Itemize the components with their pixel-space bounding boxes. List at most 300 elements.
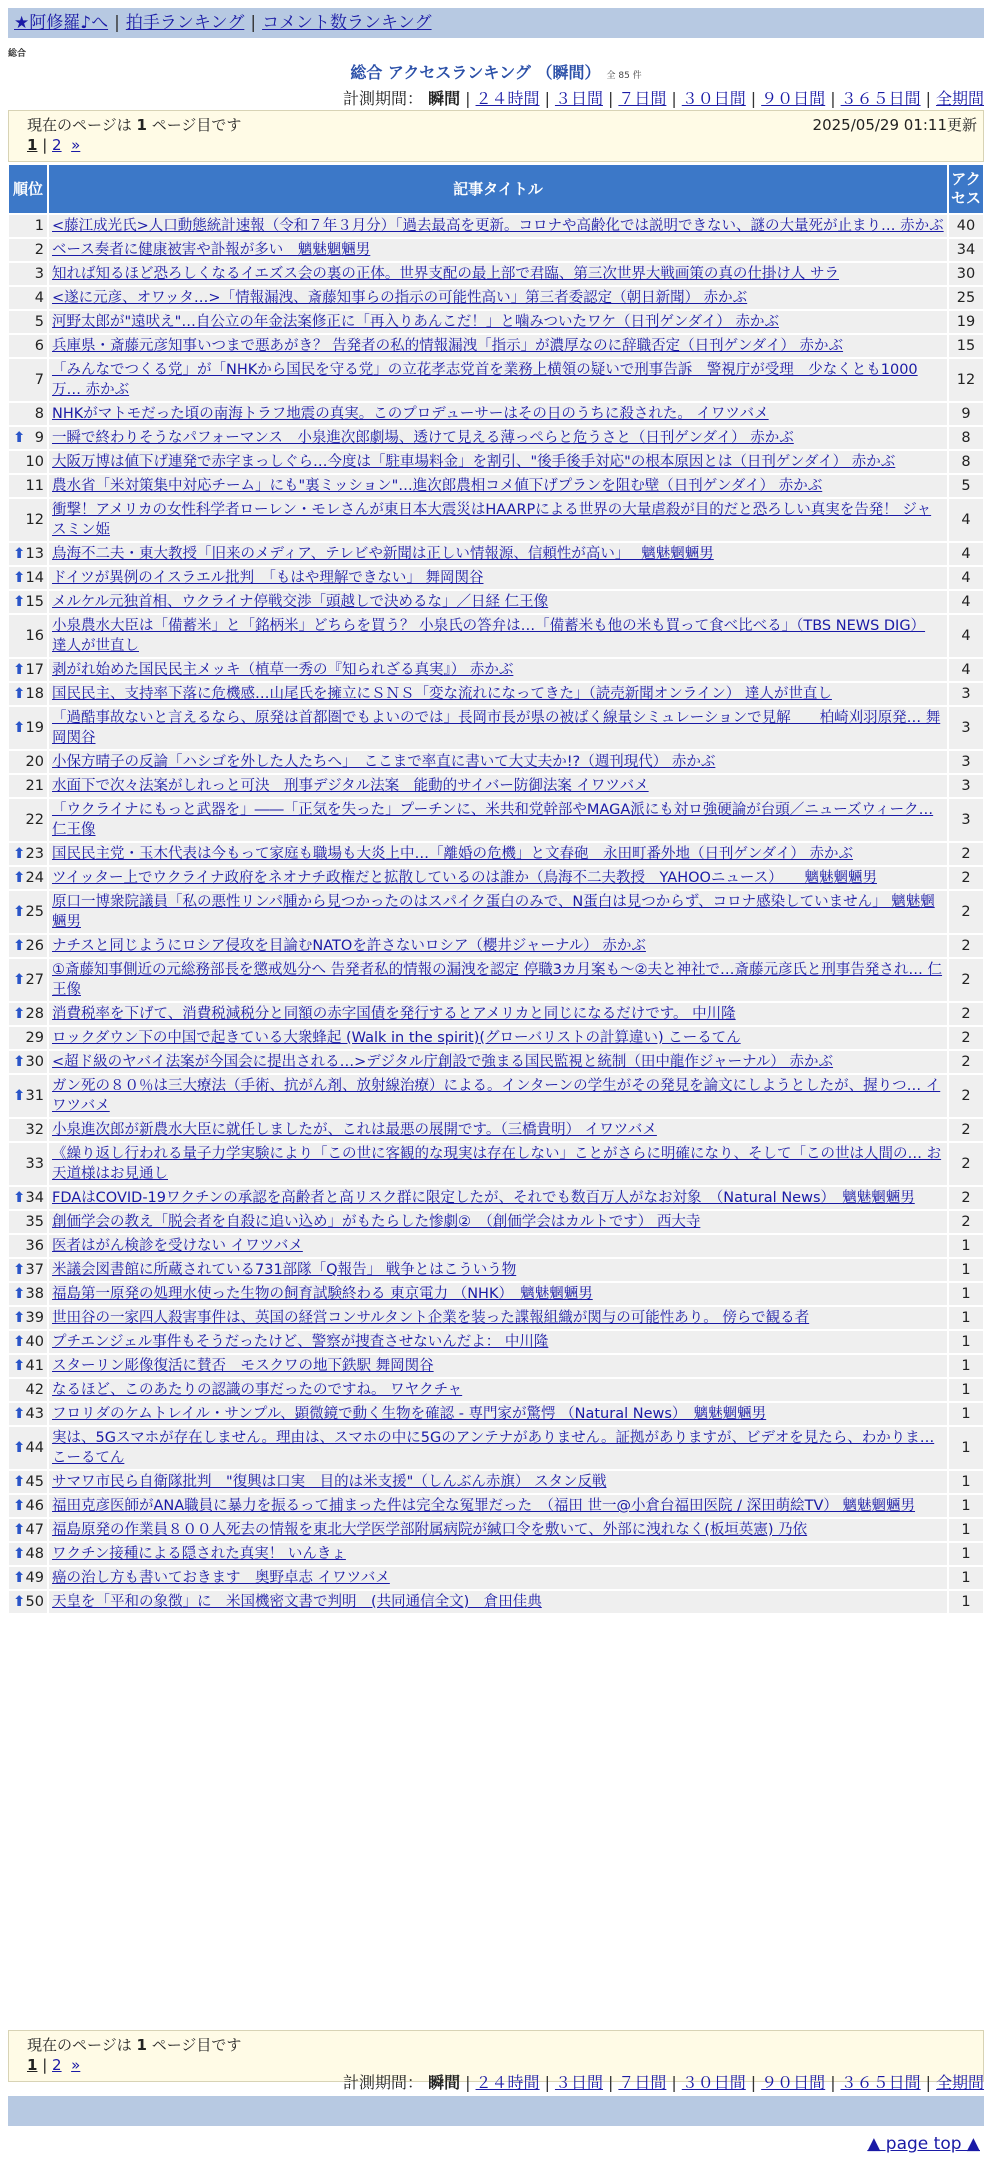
article-link[interactable]: 兵庫県・斎藤元彦知事いつまで悪あがき？ 告発者の私的情報漏洩「指示」が濃厚なのに辞職否定（日刊ゲンダイ） 赤かぶ (52, 338, 844, 354)
rank-up-arrow-icon: ⬆ (13, 594, 26, 610)
access-count: 12 (948, 358, 984, 402)
article-link[interactable]: ①斎藤知事側近の元総務部長を懲戒処分へ 告発者私的情報の漏洩を認定 停職3カ月案も～②夫と神社で…斎藤元彦氏と刑事告発され… 仁王像 (52, 962, 943, 998)
rank-cell (8, 286, 48, 310)
current-page-text-bottom (27, 2035, 965, 2055)
article-link[interactable]: 小泉進次郎が新農水大臣に就任しましたが、これは最悪の展開です。（三橋貴明） イワツバメ (52, 1122, 657, 1138)
rank-number: 43 (25, 1406, 44, 1422)
total-count: 全 85 件 (606, 71, 642, 81)
rank-number: 8 (34, 406, 44, 422)
rank-number: 50 (25, 1594, 44, 1610)
access-count: 2 (948, 890, 984, 934)
table-row (8, 1518, 984, 1542)
title-cell (48, 590, 948, 614)
rank-up-arrow-icon: ⬆ (13, 662, 26, 678)
rank-number: 16 (25, 628, 44, 644)
title-cell (48, 1590, 948, 1614)
rank-number: 7 (34, 372, 44, 388)
table-row (8, 590, 984, 614)
title-cell (48, 958, 948, 1002)
article-link[interactable]: FDAはCOVID-19ワクチンの承認を高齢者と高リスク群に限定したが、それでも数百万人がなお対象 （Natural News） 魑魅魍魎男 (52, 1190, 915, 1206)
access-count: 40 (948, 214, 984, 238)
rank-number: 12 (25, 512, 44, 528)
table-row (8, 1186, 984, 1210)
table-row (8, 1566, 984, 1590)
title-cell (48, 358, 948, 402)
access-count: 1 (948, 1566, 984, 1590)
rank-cell (8, 1378, 48, 1402)
rank-cell (8, 1050, 48, 1074)
period-sep: | (544, 89, 550, 108)
title-cell (48, 1402, 948, 1426)
rank-number: 33 (25, 1156, 44, 1172)
article-link[interactable]: 創価学会の教え「脱会者を自殺に追い込め」がもたらした惨劇② （創価学会はカルトです） 西大寺 (52, 1214, 701, 1230)
access-count: 34 (948, 238, 984, 262)
period-link-3d[interactable]: ３日間 (554, 2073, 603, 2092)
article-link[interactable]: 知れば知るほど恐ろしくなるイエズス会の裏の正体。世界支配の最上部で君臨、第三次世界大戦画策の真の仕掛け人 サラ (52, 266, 840, 282)
current-page-prefix: 現在のページは (27, 116, 132, 134)
current-page-number: 1 (136, 2036, 147, 2054)
rank-up-arrow-icon: ⬆ (13, 570, 26, 586)
article-link[interactable]: ガン死の８０％は三大療法（手術、抗がん剤、放射線治療）による。インターンの学生がその発見を論文にしようとしたが、握りつ… イワツバメ (52, 1078, 941, 1114)
article-link[interactable]: ツイッター上でウクライナ政府をネオナチ政権だと拡散しているのは誰か（鳥海不二夫教授 YAHOOニュース） 魑魅魍魎男 (52, 870, 877, 886)
access-count: 2 (948, 1186, 984, 1210)
period-sep: | (607, 89, 614, 108)
article-link[interactable]: ナチスと同じようにロシア侵攻を目論むNATOを許さないロシア（櫻井ジャーナル） 赤かぶ (52, 938, 646, 954)
access-count: 1 (948, 1494, 984, 1518)
rank-number: 23 (25, 846, 44, 862)
rank-cell (8, 1258, 48, 1282)
rank-number: 24 (25, 870, 44, 886)
title-cell (48, 498, 948, 542)
pager-page-2[interactable]: 2 (52, 136, 62, 154)
article-link[interactable]: メルケル元独首相、ウクライナ停戦交渉「頭越しで決めるな」／日経 仁王像 (52, 594, 549, 610)
article-link[interactable]: NHKがマトモだった頃の南海トラフ地震の真実。このプロデューサーはその日のうちに殺された。 イワツバメ (52, 406, 769, 422)
section-label: 総合 (8, 49, 27, 59)
title-cell (48, 402, 948, 426)
rank-up-arrow-icon: ⬆ (13, 1594, 26, 1610)
period-link-90d[interactable]: ９０日間 (761, 89, 826, 108)
rank-cell (8, 774, 48, 798)
article-link[interactable]: 《繰り返し行われる量子力学実験により「この世に客観的な現実は存在しない」ことがさらに明確になり、そして「この世は人間の… お天道様はお見通し (52, 1146, 942, 1182)
rank-cell (8, 358, 48, 402)
title-cell (48, 842, 948, 866)
rank-cell (8, 1118, 48, 1142)
rank-cell (8, 450, 48, 474)
period-link-7d[interactable]: ７日間 (618, 2073, 667, 2092)
title-cell (48, 1542, 948, 1566)
table-row (8, 1002, 984, 1026)
access-count: 4 (948, 614, 984, 658)
rank-up-arrow-icon: ⬆ (13, 870, 26, 886)
current-page-prefix: 現在のページは (27, 2036, 132, 2054)
pager-page-2[interactable]: 2 (52, 2056, 62, 2074)
rank-up-arrow-icon: ⬆ (13, 1440, 26, 1456)
rank-number: 19 (25, 720, 44, 736)
table-row (8, 214, 984, 238)
rank-number: 37 (25, 1262, 44, 1278)
rank-number: 10 (25, 454, 44, 470)
rank-cell (8, 682, 48, 706)
rank-number: 20 (25, 754, 44, 770)
title-cell (48, 1118, 948, 1142)
ranking-table (8, 164, 984, 1614)
article-link[interactable]: 水面下で次々法案がしれっと可決 刑事デジタル法案 能動的サイバー防御法案 イワツバメ (52, 778, 649, 794)
title-cell (48, 866, 948, 890)
rank-number: 38 (25, 1286, 44, 1302)
access-count: 25 (948, 286, 984, 310)
access-count: 15 (948, 334, 984, 358)
rank-cell (8, 1354, 48, 1378)
title-cell (48, 566, 948, 590)
rank-up-arrow-icon: ⬆ (13, 1498, 26, 1514)
rank-up-arrow-icon: ⬆ (13, 846, 26, 862)
table-row (8, 358, 984, 402)
table-row (8, 1282, 984, 1306)
rank-number: 14 (25, 570, 44, 586)
access-count: 3 (948, 682, 984, 706)
title-cell (48, 334, 948, 358)
title-cell (48, 1234, 948, 1258)
table-row (8, 1306, 984, 1330)
rank-up-arrow-icon: ⬆ (13, 1310, 26, 1326)
period-link-365d[interactable]: ３６５日間 (840, 89, 921, 108)
rank-cell (8, 590, 48, 614)
title-cell (48, 614, 948, 658)
rank-cell (8, 334, 48, 358)
rank-cell (8, 1234, 48, 1258)
rank-up-arrow-icon: ⬆ (13, 1358, 26, 1374)
rank-number: 27 (25, 972, 44, 988)
period-sep: | (671, 89, 677, 108)
article-link[interactable]: 天皇を「平和の象徴」に 米国機密文書で判明 (共同通信全文) 倉田佳典 (52, 1594, 542, 1610)
article-link[interactable]: ドイツが異例のイスラエル批判 「もはや理解できない」 舞岡関谷 (52, 570, 484, 586)
current-page-suffix: ページ目です (151, 2036, 242, 2054)
table-row (8, 426, 984, 450)
rank-cell (8, 1470, 48, 1494)
article-link[interactable]: 癌の治し方も書いておきます 奥野卓志 イワツバメ (52, 1570, 390, 1586)
table-row (8, 1470, 984, 1494)
table-row (8, 1402, 984, 1426)
rank-number: 5 (34, 314, 44, 330)
pager-next[interactable]: » (71, 2056, 81, 2074)
article-link[interactable]: 「ウクライナにもっと武器を」――「正気を失った」プーチンに、米共和党幹部やMAGA派にも対ロ強硬論が台頭／ニューズウィーク… 仁王像 (52, 802, 934, 838)
rank-number: 42 (25, 1382, 44, 1398)
table-row (8, 1142, 984, 1186)
pager-top: 1 | 2 » (27, 136, 81, 154)
period-selector-bottom (343, 2070, 984, 2093)
table-row (8, 450, 984, 474)
access-count: 5 (948, 474, 984, 498)
article-link[interactable]: 消費税率を下げて、消費税減税分と同額の赤字国債を発行するとアメリカと同じになるだけです。 中川隆 (52, 1006, 736, 1022)
access-count: 4 (948, 658, 984, 682)
access-count: 1 (948, 1306, 984, 1330)
table-row (8, 1026, 984, 1050)
access-count: 4 (948, 590, 984, 614)
period-sep: | (750, 89, 757, 108)
title-cell (48, 774, 948, 798)
rank-number: 30 (25, 1054, 44, 1070)
article-link[interactable]: 衝撃！アメリカの女性科学者ローレン・モレさんが東日本大震災はHAARPによる世界の大量虐殺が目的だと恐ろしい真実を告発！ ジャスミン姫 (52, 502, 932, 538)
rank-cell (8, 1566, 48, 1590)
period-label: 計測期間： (343, 89, 424, 108)
table-row (8, 262, 984, 286)
article-link[interactable]: 福田克彦医師がANA職員に暴力を振るって捕まった件は完全な冤罪だった （福田 世一@小倉台福田医院 / 深田萌絵TV） 魑魅魍魎男 (52, 1498, 916, 1514)
period-sep: | (925, 2073, 931, 2092)
period-link-30d[interactable]: ３０日間 (681, 89, 746, 108)
table-row (8, 1378, 984, 1402)
article-link[interactable]: 国民民主党・玉木代表は今もって家庭も職場も大炎上中…「離婚の危機」と文春砲 永田町番外地（日刊ゲンダイ） 赤かぶ (52, 846, 853, 862)
article-link[interactable]: 小保方晴子の反論「ハシゴを外した人たちへ」 ここまで率直に書いて大丈夫か!?（週刊現代） 赤かぶ (52, 754, 716, 770)
period-link-3d[interactable]: ３日間 (554, 89, 603, 108)
rank-up-arrow-icon: ⬆ (13, 1522, 26, 1538)
access-count: 2 (948, 1002, 984, 1026)
article-link[interactable]: 福島原発の作業員８００人死去の情報を東北大学医学部附属病院が緘口令を敷いて、外部に洩れなく(板垣英憲) 乃依 (52, 1522, 808, 1538)
header-title: 記事タイトル (48, 164, 948, 214)
title-cell (48, 750, 948, 774)
table-row (8, 402, 984, 426)
article-link[interactable]: なるほど、このあたりの認識の事だったのですね。 ワヤクチャ (52, 1382, 463, 1398)
period-current: 瞬間 (428, 89, 461, 108)
table-row (8, 1118, 984, 1142)
title-cell (48, 214, 948, 238)
title-cell (48, 658, 948, 682)
pager-next[interactable]: » (71, 136, 81, 154)
article-link[interactable]: サマワ市民ら自衛隊批判 "復興は口実 目的は米支援"（しんぶん赤旗） スタン反戦 (52, 1474, 607, 1490)
page-top-link[interactable]: ▲ page top ▲ (867, 2134, 980, 2154)
period-link-24h[interactable]: ２４時間 (475, 2073, 540, 2092)
access-count: 1 (948, 1470, 984, 1494)
article-link[interactable]: 原口一博衆院議員「私の悪性リンパ腫から見つかったのはスパイク蛋白のみで、N蛋白は見つからず、コロナ感染していません」 魑魅魍魎男 (52, 894, 935, 930)
period-label: 計測期間： (343, 2073, 424, 2092)
rank-number: 26 (25, 938, 44, 954)
rank-cell (8, 238, 48, 262)
table-row (8, 1074, 984, 1118)
period-sep: | (830, 89, 836, 108)
rank-cell (8, 658, 48, 682)
updated-timestamp: 2025/05/29 01:11更新 (812, 116, 977, 134)
bottom-bar (8, 2096, 984, 2126)
rank-cell (8, 474, 48, 498)
table-row (8, 1234, 984, 1258)
title-cell (48, 1426, 948, 1470)
rank-cell (8, 1282, 48, 1306)
rank-number: 9 (34, 430, 44, 446)
access-count: 2 (948, 1026, 984, 1050)
title-cell (48, 1518, 948, 1542)
rank-cell (8, 1026, 48, 1050)
table-row (8, 1258, 984, 1282)
rank-up-arrow-icon: ⬆ (13, 904, 26, 920)
access-count: 1 (948, 1330, 984, 1354)
rank-up-arrow-icon: ⬆ (13, 430, 26, 446)
article-link[interactable]: <遂に元彦、オワッタ…>「情報漏洩、斎藤知事らの指示の可能性高い」第三者委認定（朝日新聞） 赤かぶ (52, 290, 748, 306)
article-link[interactable]: 河野太郎が"遠吠え"…自公立の年金法案修正に「再入りあんこだ！」と噛みついたワケ（日刊ゲンダイ） 赤かぶ (52, 314, 779, 330)
rank-number: 29 (25, 1030, 44, 1046)
table-row (8, 958, 984, 1002)
title-cell (48, 1306, 948, 1330)
rank-cell (8, 866, 48, 890)
access-count: 1 (948, 1234, 984, 1258)
access-count: 2 (948, 1118, 984, 1142)
table-row (8, 934, 984, 958)
title-cell (48, 682, 948, 706)
table-header-row (8, 164, 984, 214)
period-link-7d[interactable]: ７日間 (618, 89, 667, 108)
rank-number: 17 (25, 662, 44, 678)
access-count: 2 (948, 1210, 984, 1234)
rank-up-arrow-icon: ⬆ (13, 1054, 26, 1070)
access-count: 1 (948, 1518, 984, 1542)
rank-up-arrow-icon: ⬆ (13, 1286, 26, 1302)
article-link[interactable]: 世田谷の一家四人殺害事件は、英国の経営コンサルタント企業を装った諜報組織が関与の可能性あり。 傍らで観る者 (52, 1310, 810, 1326)
access-count: 30 (948, 262, 984, 286)
article-link[interactable]: 国民民主、支持率下落に危機感…山尾氏を擁立にＳＮＳ「変な流れになってきた」（読売新聞オンライン） 達人が世直し (52, 686, 832, 702)
rank-cell (8, 1402, 48, 1426)
rank-up-arrow-icon: ⬆ (13, 1190, 26, 1206)
period-link-all[interactable]: 全期間 (935, 2073, 984, 2092)
article-link[interactable]: <藤江成光氏>人口動態統計速報（令和７年３月分）「過去最高を更新。コロナや高齢化では説明できない、謎の大量死が止まり… 赤かぶ (52, 218, 944, 234)
title-cell (48, 1002, 948, 1026)
article-link[interactable]: 農水省「米対策集中対応チーム」にも"裏ミッション"…進次郎農相コメ値下げプランを阻む壁（日刊ゲンダイ） 赤かぶ (52, 478, 823, 494)
rank-up-arrow-icon: ⬆ (13, 1570, 26, 1586)
table-row (8, 334, 984, 358)
article-link[interactable]: フロリダのケムトレイル・サンプル、顕微鏡で動く生物を確認 - 専門家が驚愕 （Natural News） 魑魅魍魎男 (52, 1406, 767, 1422)
title-cell (48, 1354, 948, 1378)
table-row (8, 842, 984, 866)
rank-number: 11 (25, 478, 44, 494)
article-link[interactable]: ベース奏者に健康被害や訃報が多い 魑魅魍魎男 (52, 242, 371, 258)
rank-cell (8, 750, 48, 774)
period-link-90d[interactable]: ９０日間 (761, 2073, 826, 2092)
rank-cell (8, 566, 48, 590)
rank-up-arrow-icon: ⬆ (13, 1546, 26, 1562)
access-count: 9 (948, 402, 984, 426)
access-count: 19 (948, 310, 984, 334)
article-link[interactable]: 剥がれ始めた国民民主メッキ（植草一秀の『知られざる真実』） 赤かぶ (52, 662, 514, 678)
access-count: 2 (948, 866, 984, 890)
title-cell (48, 1074, 948, 1118)
article-link[interactable]: プチエンジェル事件もそうだったけど、警察が捜査させないんだよ： 中川隆 (52, 1334, 549, 1350)
access-count: 4 (948, 566, 984, 590)
rank-number: 6 (34, 338, 44, 354)
ranking-body (8, 214, 984, 1614)
access-count: 3 (948, 706, 984, 750)
rank-up-arrow-icon: ⬆ (13, 1474, 26, 1490)
rank-cell (8, 934, 48, 958)
rank-cell (8, 1494, 48, 1518)
article-link[interactable]: ロックダウン下の中国で起きている大衆蜂起 (Walk in the spirit)(グローバリストの計算違い) こーるてん (52, 1030, 741, 1046)
article-link[interactable]: 「過酷事故ないと言えるなら、原発は首都圏でもよいのでは」長岡市長が県の被ばく線量シミュレーションで見解 柏崎刈羽原発… 舞岡関谷 (52, 710, 941, 746)
access-count: 1 (948, 1542, 984, 1566)
article-link[interactable]: 実は、5Gスマホが存在しません。理由は、スマホの中に5Gのアンテナがありません。証拠がありますが、ビデオを見たら、わかりま… こーるてん (52, 1430, 935, 1466)
rank-cell (8, 498, 48, 542)
table-row (8, 890, 984, 934)
access-count: 2 (948, 1074, 984, 1118)
rank-number: 41 (25, 1358, 44, 1374)
rank-cell (8, 310, 48, 334)
rank-number: 45 (25, 1474, 44, 1490)
rank-up-arrow-icon: ⬆ (13, 546, 26, 562)
table-row (8, 682, 984, 706)
access-count: 3 (948, 774, 984, 798)
table-row (8, 498, 984, 542)
nav-link-comment-ranking[interactable]: コメント数ランキング (262, 13, 432, 33)
title-cell (48, 1566, 948, 1590)
title-cell (48, 310, 948, 334)
title-cell (48, 1378, 948, 1402)
article-link[interactable]: スターリン彫像復活に賛否 モスクワの地下鉄駅 舞岡関谷 (52, 1358, 434, 1374)
nav-separator: | (114, 13, 120, 33)
article-link[interactable]: 医者はがん検診を受けない イワツバメ (52, 1238, 303, 1254)
rank-number: 44 (25, 1440, 44, 1456)
access-count: 3 (948, 750, 984, 774)
table-row (8, 866, 984, 890)
article-link[interactable]: 鳥海不二夫・東大教授「旧来のメディア、テレビや新聞は正しい情報源、信頼性が高い」 魑魅魍魎男 (52, 546, 714, 562)
nav-separator: | (250, 13, 257, 33)
period-link-all[interactable]: 全期間 (935, 89, 984, 108)
article-link[interactable]: 米議会図書館に所蔵されている731部隊「Q報告」 戦争とはこういう物 (52, 1262, 517, 1278)
period-sep: | (465, 89, 471, 108)
rank-cell (8, 1210, 48, 1234)
title-cell (48, 1186, 948, 1210)
article-link[interactable]: 小泉農水大臣は「備蓄米」と「銘柄米」どちらを買う？ 小泉氏の答弁は…「備蓄米も他の米も買って食べ比べる」（TBS NEWS DIG） 達人が世直し (52, 618, 926, 654)
access-count: 8 (948, 450, 984, 474)
access-count: 4 (948, 542, 984, 566)
rank-number: 34 (25, 1190, 44, 1206)
table-row (8, 658, 984, 682)
access-count: 1 (948, 1282, 984, 1306)
rank-up-arrow-icon: ⬆ (13, 938, 26, 954)
table-row (8, 1494, 984, 1518)
rank-up-arrow-icon: ⬆ (13, 972, 26, 988)
rank-number: 2 (34, 242, 44, 258)
period-link-30d[interactable]: ３０日間 (681, 2073, 746, 2092)
rank-number: 4 (34, 290, 44, 306)
table-row (8, 1590, 984, 1614)
rank-up-arrow-icon: ⬆ (13, 1334, 26, 1350)
page-title: 総合 アクセスランキング （瞬間） (350, 63, 601, 82)
article-link[interactable]: ワクチン接種による隠された真実！ いんきょ (52, 1546, 346, 1562)
table-row (8, 774, 984, 798)
rank-up-arrow-icon: ⬆ (13, 686, 26, 702)
page-title-wrap (0, 60, 992, 83)
period-sep: | (830, 2073, 836, 2092)
rank-cell (8, 1186, 48, 1210)
period-sep: | (544, 2073, 550, 2092)
title-cell (48, 450, 948, 474)
article-link[interactable]: 「みんなでつくる党」が「NHKから国民を守る党」の立花孝志党首を業務上横領の疑いで刑事告訴 警視庁が受理 少なくとも1000万… 赤かぶ (52, 362, 918, 398)
period-link-365d[interactable]: ３６５日間 (840, 2073, 921, 2092)
rank-number: 3 (34, 266, 44, 282)
rank-cell (8, 1306, 48, 1330)
article-link[interactable]: <超ド級のヤバイ法案が今国会に提出される…>デジタル庁創設で強まる国民監視と統制（田中龍作ジャーナル） 赤かぶ (52, 1054, 834, 1070)
table-row (8, 798, 984, 842)
title-cell (48, 706, 948, 750)
article-link[interactable]: 一瞬で終わりそうなパフォーマンス 小泉進次郎劇場、透けて見える薄っぺらと危うさと（日刊ゲンダイ） 赤かぶ (52, 430, 794, 446)
nav-link-clap-ranking[interactable]: 拍手ランキング (125, 13, 245, 33)
rank-number: 46 (25, 1498, 44, 1514)
table-row (8, 1354, 984, 1378)
table-row (8, 286, 984, 310)
rank-cell (8, 262, 48, 286)
table-row (8, 566, 984, 590)
article-link[interactable]: 大阪万博は値下げ連発で赤字まっしぐら…今度は「駐車場料金」を割引、"後手後手対応"の根本原因とは（日刊ゲンダイ） 赤かぶ (52, 454, 896, 470)
rank-number: 13 (25, 546, 44, 562)
nav-link-ashura[interactable]: ★阿修羅♪へ (14, 13, 109, 33)
period-link-24h[interactable]: ２４時間 (475, 89, 540, 108)
access-count: 1 (948, 1354, 984, 1378)
article-link[interactable]: 福島第一原発の処理水使った生物の飼育試験終わる 東京電力 （NHK） 魑魅魍魎男 (52, 1286, 593, 1302)
